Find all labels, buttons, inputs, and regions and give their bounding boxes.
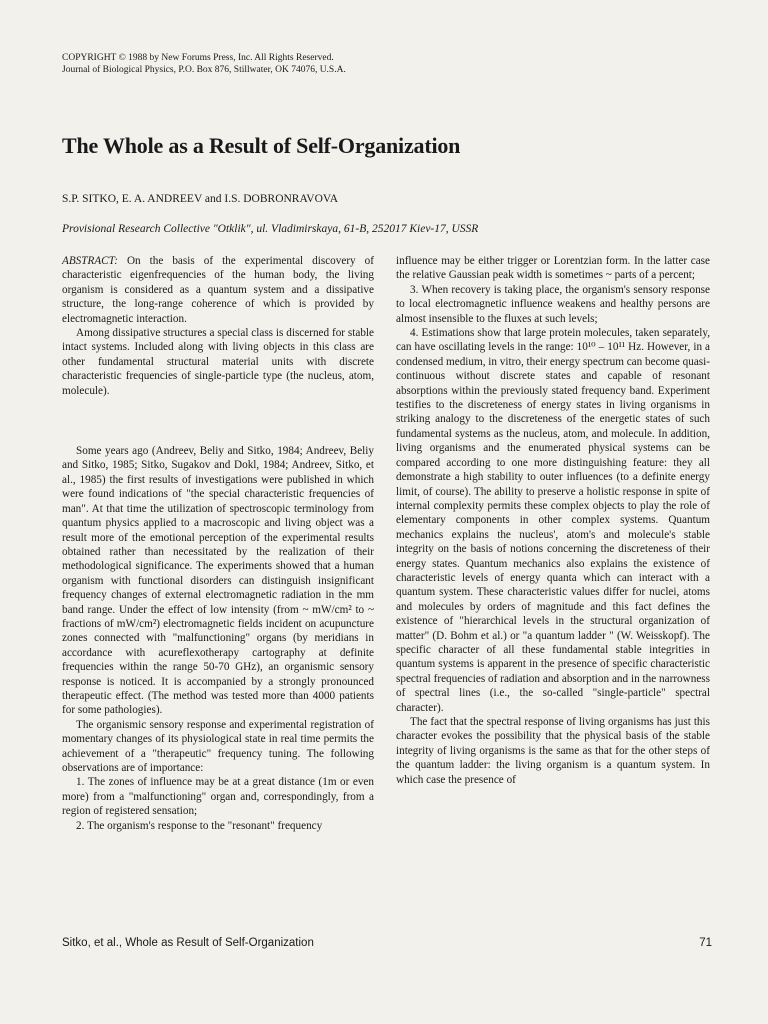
observation-item: 3. When recovery is taking place, the organism's sensory response to local electromagnetic influence weakens and healthy persons are almost insensible to the fluxes at such levels; <box>396 283 710 325</box>
abstract-text: On the basis of the experimental discovery of characteristic eigenfrequencies of the human body, the living organism is considered as a quantum system and a dissipative structure, the long-range coherence of which is provided by electromagnetic interaction. <box>62 255 374 325</box>
copyright-notice <box>62 52 482 76</box>
abstract-paragraph-2: Among dissipative structures a special class is discerned for stable intact systems. Included along with living objects in this class are other fundamental structural material units with discrete characteristic frequencies of single-particle type (the nucleus, atom, molecule). <box>62 327 374 397</box>
section-gap <box>62 398 374 444</box>
observation-item: 4. Estimations show that large protein molecules, taken separately, can have oscillating levels in the range: 10¹⁰ – 10¹¹ Hz. However, in a condensed medium, in vitro, their energy spectrum can become quasi-continuous without discrete states and capable of resonant absorptions within the previously stated frequency band. Experiment testifies to the discreteness of energy states in living organisms in striking analogy to the discreteness of the energetic states of such fundamental systems as the nucleus, atom, and molecule. In addition, living organisms and the enumerated physical systems can be compared according to one more distinguishing feature: they all demonstrate a high stability to outer influences (to a definite energy limit, of course). The ability to preserve a holistic response in spite of internal complexity permits these complex objects to play the role of elementary components in other complex systems. Quantum mechanics explains the nucleus', atom's and molecule's stable integrity on the basis of notions concerning the discreteness of their energy states. Quantum mechanics also explains the existence of characteristic levels of energy quanta which can interact with a quantum system. These characteristic values differ for nuclei, atoms and molecules by orders of magnitude and this fact defines the existence of "hierarchical levels in the structural organization of matter" (D. Bohm et al.) or "a quantum ladder " (W. Weisskopf). The specific character of all these fundamental stable integrities in quantum systems is apparent in the presence of specific characteristic spectral frequencies of radiation and absorption and in the narrowness of spectral lines (i.e., the so-called "single-particle" spectral character). <box>396 327 710 714</box>
observation-item: 2. The organism's response to the "resonant" frequency <box>76 819 323 832</box>
copyright-line: COPYRIGHT © 1988 by New Forums Press, Inc. All Rights Reserved. <box>62 53 334 63</box>
body-paragraph: The organismic sensory response and experimental registration of momentary changes of its physiological state in real time permits the achievement of a "therapeutic" frequency tuning. The following observations are of importance: <box>62 718 374 774</box>
abstract-label: ABSTRACT: <box>62 255 118 267</box>
article-title: The Whole as a Result of Self-Organization <box>62 133 461 158</box>
page-number: 71 <box>699 937 712 949</box>
page-footer <box>62 937 712 949</box>
left-column <box>62 254 374 833</box>
body-paragraph: Some years ago (Andreev, Beliy and Sitko, 1984; Andreev, Beliy and Sitko, 1985; Sitko, Sugakov and Dokl, 1984; Andreev, Sitko, et al., 1985) the first results of investigations were published in which were found indications of "the special characteristic frequencies of man". At that time the utilization of spectroscopic terminology from quantum physics applied to a macroscopic and living object was a result more of the emotional perception of the experimental results obtained rather than necessitated by the realization of their methodological significance. The experiments showed that a human organism with functional disorders can distinguish insignificant frequency changes of external electromagnetic radiation in the mm band range. Under the effect of low intensity (from ~ mW/cm² to ~ fractions of mW/cm²) electromagnetic fields incident on acupuncture zones connected with "malfunctioning" organs (by meridians in accordance with acureflexotherapy cartography at definite frequencies within the range 50-70 GHz), an organismic sensory response is noticed. It is accompanied by a strongly pronounced therapeutic effect. (The method was tested more than 4000 patients for some pathologies). <box>62 445 374 717</box>
author-affiliation: Provisional Research Collective "Otklik", ul. Vladimirskaya, 61-B, 252017 Kiev-17, USSR <box>62 223 479 235</box>
observation-item: 1. The zones of influence may be at a great distance (1m or even more) from a "malfunctioning" organ and, correspondingly, from a region of registered sensation; <box>62 776 374 818</box>
right-column <box>396 254 710 787</box>
body-paragraph: influence may be either trigger or Lorentzian form. In the latter case the relative Gaussian peak width is sometimes ~ parts of a percent; <box>396 255 710 282</box>
body-paragraph: The fact that the spectral response of living organisms has just this character evokes the possibility that the physical basis of the stable integrity of living organisms is the same as that for the other steps of the quantum ladder: the living organism is a quantum system. In which case the presence of <box>396 716 710 786</box>
article-authors: S.P. SITKO, E. A. ANDREEV and I.S. DOBRONRAVOVA <box>62 193 339 205</box>
journal-address-line: Journal of Biological Physics, P.O. Box 876, Stillwater, OK 74076, U.S.A. <box>62 65 346 75</box>
abstract-paragraph <box>62 254 374 326</box>
running-title: Sitko, et al., Whole as Result of Self-Organization <box>62 937 314 949</box>
